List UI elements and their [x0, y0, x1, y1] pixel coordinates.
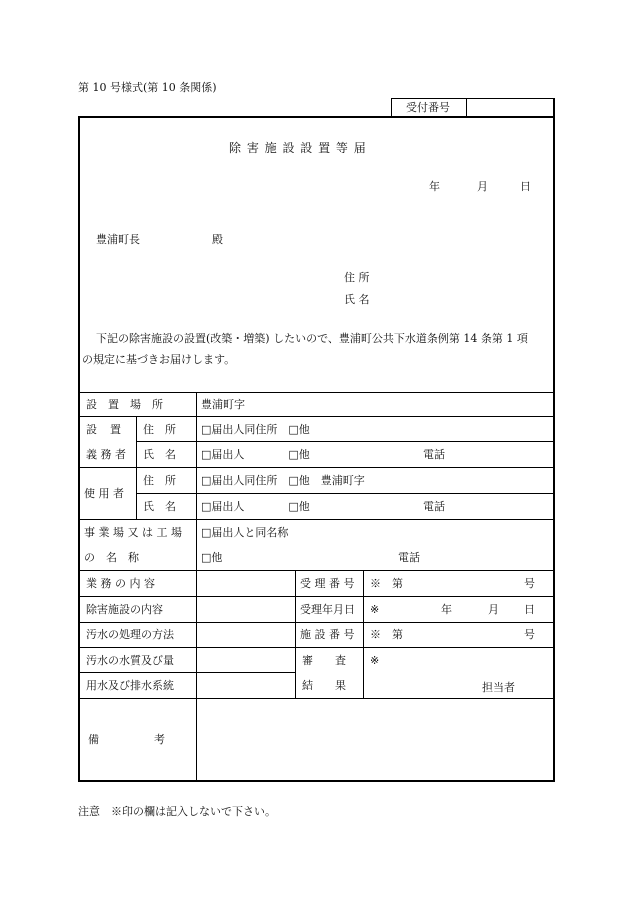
table-line — [136, 416, 137, 519]
detail-label-business: 業 務 の 内 容 — [86, 577, 155, 590]
office-facility-no-label: 施 設 番 号 — [300, 628, 355, 641]
receipt-box-left — [391, 98, 392, 117]
table-line — [78, 698, 554, 699]
workplace-label-line1: 事 業 場 又 は 工 場 — [84, 526, 182, 539]
installer-name-label: 氏 名 — [143, 448, 176, 461]
installer-address-label: 住 所 — [143, 423, 176, 436]
detail-label-treatment: 汚水の処理の方法 — [86, 628, 174, 641]
user-address-label: 住 所 — [143, 474, 176, 487]
office-receipt-date-day: 日 — [524, 603, 535, 616]
table-line — [78, 622, 554, 623]
frame-bottom — [78, 780, 555, 782]
frame-top — [78, 116, 554, 118]
workplace-name-option-other[interactable]: □他 — [201, 551, 223, 564]
detail-label-water-system: 用水及び排水系統 — [86, 679, 174, 692]
table-line — [78, 570, 554, 571]
installer-phone-label: 電話 — [423, 448, 445, 461]
table-line — [78, 672, 295, 673]
form-number: 第 10 号様式(第 10 条関係) — [78, 81, 217, 94]
table-line — [78, 647, 554, 648]
date-day: 日 — [520, 180, 531, 193]
office-receipt-date-month: 月 — [488, 603, 499, 616]
receipt-box-divider — [466, 98, 467, 117]
office-review-label-line1: 審 査 — [302, 654, 346, 667]
table-line — [78, 519, 554, 520]
table-line — [78, 467, 554, 468]
detail-label-facility: 除害施設の内容 — [86, 603, 163, 616]
location-value[interactable]: 豊浦町字 — [201, 398, 245, 411]
user-address-options[interactable]: □届出人同住所 □他 豊浦町字 — [201, 474, 365, 487]
office-officer-label: 担当者 — [482, 681, 515, 694]
body-text-line1: 下記の除害施設の設置(改築・増築) したいので、豊浦町公共下水道条例第 14 条第 1 項 — [96, 332, 528, 345]
workplace-label-line2: の 名 称 — [84, 551, 139, 564]
footer-note: 注意 ※印の欄は記入しないで下さい。 — [78, 805, 276, 818]
workplace-name-option-same[interactable]: □届出人と同名称 — [201, 526, 289, 539]
installer-name-options[interactable]: □届出人 □他 — [201, 448, 310, 461]
remarks-label: 備 考 — [88, 733, 165, 746]
office-receipt-no-suffix: 号 — [524, 577, 535, 590]
office-review-mark: ※ — [370, 654, 380, 667]
date-year: 年 — [429, 180, 440, 193]
office-receipt-no-value: ※ 第 — [370, 577, 403, 590]
user-label: 使 用 者 — [84, 487, 124, 500]
location-label: 設 置 場 所 — [86, 398, 163, 411]
office-review-label-line2: 結 果 — [302, 679, 346, 692]
frame-right — [553, 98, 555, 781]
applicant-name-label: 氏 名 — [344, 293, 370, 306]
office-receipt-date-mark: ※ — [370, 603, 380, 616]
user-name-options[interactable]: □届出人 □他 — [201, 500, 310, 513]
table-line — [136, 493, 554, 494]
frame-left — [78, 116, 80, 781]
receipt-box-top — [391, 98, 554, 99]
office-facility-no-suffix: 号 — [524, 628, 535, 641]
table-line — [78, 596, 554, 597]
installer-address-options[interactable]: □届出人同住所 □他 — [201, 423, 310, 436]
installer-label-line1: 設 置 — [86, 423, 122, 436]
user-phone-label: 電話 — [423, 500, 445, 513]
receipt-label: 受付番号 — [406, 101, 450, 114]
body-text-line2: の規定に基づきお届けします。 — [82, 353, 236, 366]
addressee: 豊浦町長 — [96, 233, 140, 246]
user-name-label: 氏 名 — [143, 500, 176, 513]
table-line — [78, 392, 554, 393]
table-line — [78, 416, 554, 417]
workplace-phone-label: 電話 — [398, 551, 420, 564]
form-title: 除 害 施 設 設 置 等 届 — [229, 141, 367, 155]
applicant-address-label: 住 所 — [344, 271, 370, 284]
remarks-field[interactable] — [201, 705, 549, 775]
office-facility-no-value: ※ 第 — [370, 628, 403, 641]
table-line — [363, 570, 364, 698]
office-receipt-date-label: 受理年月日 — [300, 603, 355, 616]
office-receipt-date-year: 年 — [441, 603, 452, 616]
table-line — [136, 441, 554, 442]
receipt-value-field[interactable] — [470, 101, 550, 114]
date-month: 月 — [477, 180, 488, 193]
honorific: 殿 — [212, 233, 223, 246]
table-line — [196, 392, 197, 780]
detail-label-quality: 汚水の水質及び量 — [86, 654, 174, 667]
table-line — [295, 570, 296, 698]
installer-label-line2: 義 務 者 — [86, 448, 126, 461]
office-receipt-no-label: 受 理 番 号 — [300, 577, 355, 590]
